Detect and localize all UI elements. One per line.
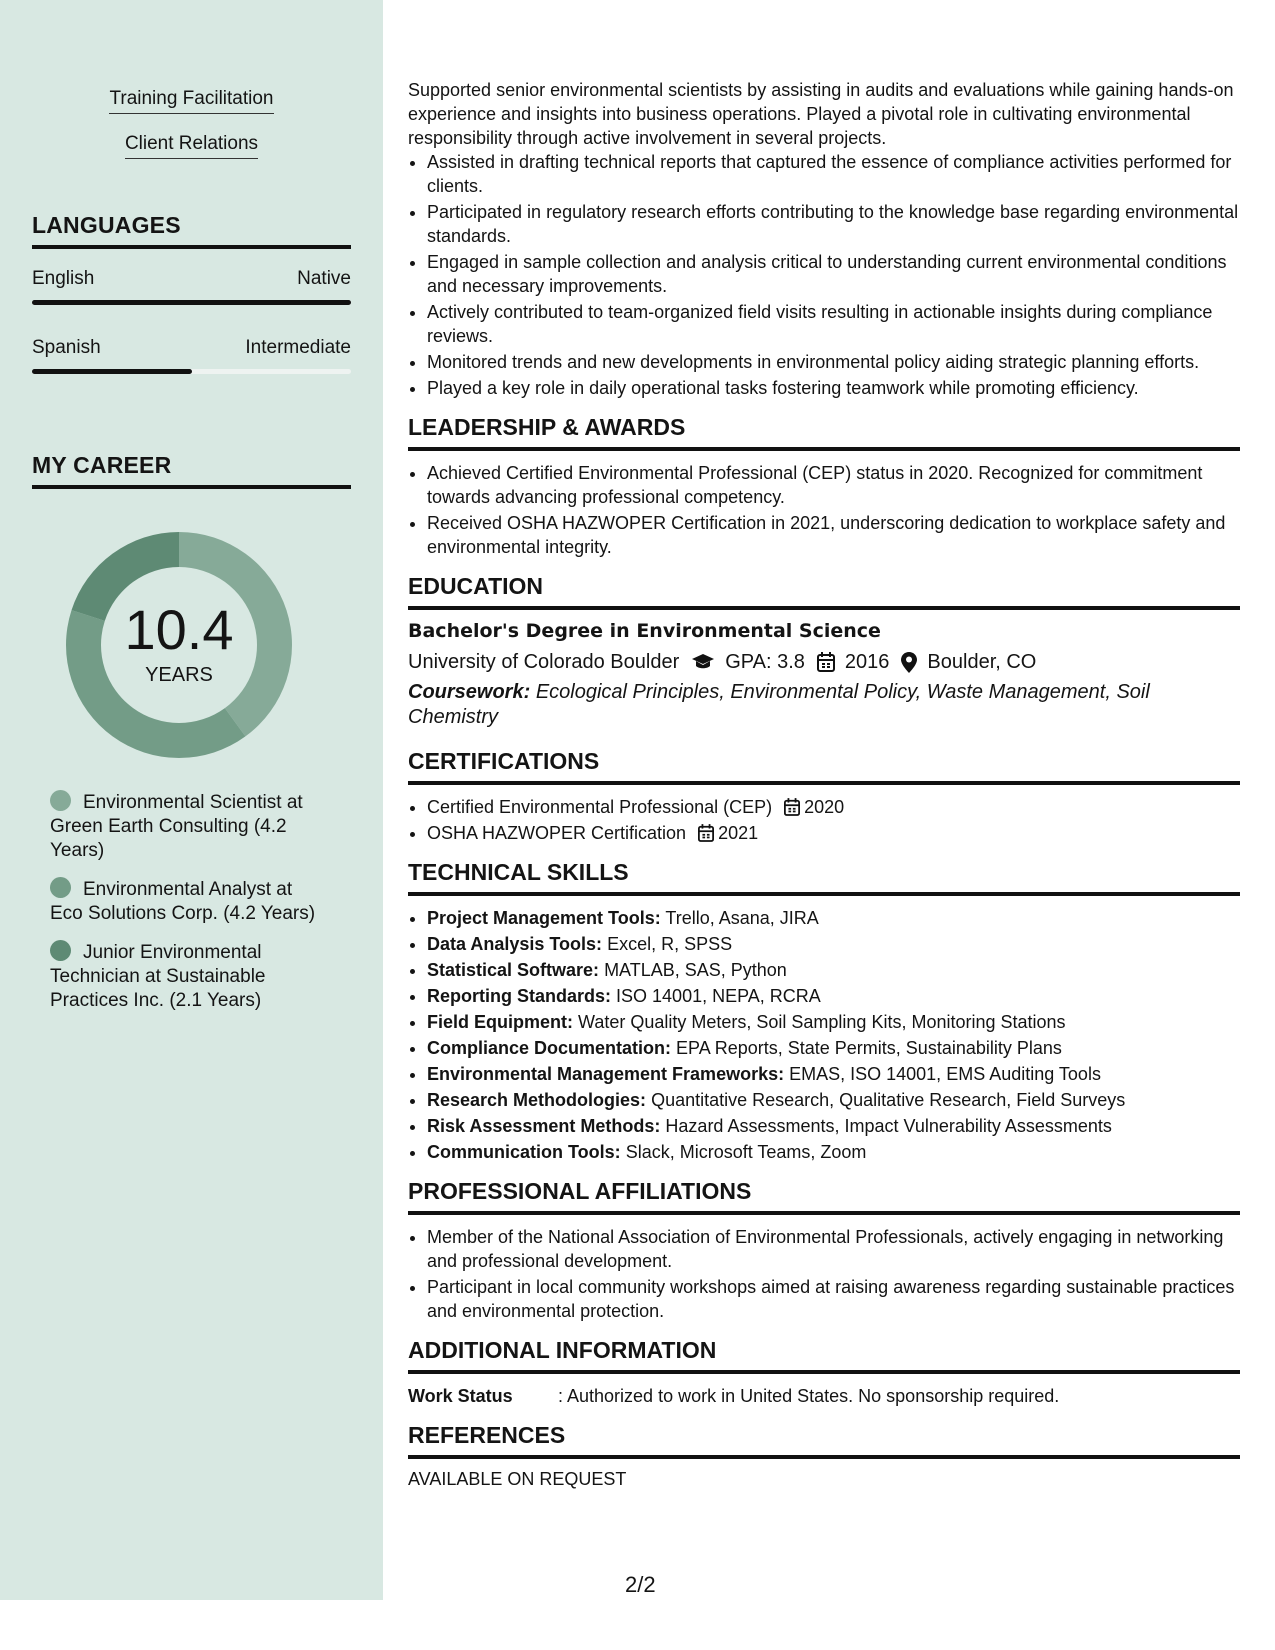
certification-year: 2021: [718, 823, 759, 843]
calendar-icon: [698, 824, 714, 842]
affiliations-list: [408, 1225, 1240, 1323]
certification-item: [427, 821, 1240, 845]
language-bar: [32, 369, 351, 374]
legend-dot-icon: [50, 877, 71, 898]
career-heading: MY CAREER: [32, 452, 351, 489]
education-heading: EDUCATION: [408, 573, 1240, 610]
skill-row: [427, 1036, 1240, 1060]
language-bar-fill: [32, 369, 192, 374]
certifications-list: [408, 795, 1240, 845]
skill-label: Client Relations: [125, 133, 258, 159]
graduation-year: 2016: [844, 651, 890, 673]
school-location: Boulder, CO: [927, 651, 1037, 673]
skill-category: Risk Assessment Methods:: [427, 1116, 661, 1136]
languages-heading: LANGUAGES: [32, 212, 351, 249]
skill-category: Project Management Tools:: [427, 908, 661, 928]
skill-values: EPA Reports, State Permits, Sustainability Plans: [676, 1038, 1062, 1058]
list-item: • Participated in regulatory research efforts contributing to the knowledge base regarding environmental standards.: [427, 200, 1240, 248]
skill-row: [427, 1088, 1240, 1112]
certification-year: 2020: [804, 797, 845, 817]
certification-item: [427, 795, 1240, 819]
language-row: [32, 268, 351, 290]
skill-label: Training Facilitation: [109, 88, 273, 114]
career-item-text: Environmental Scientist at Green Earth Consulting (4.2 Years): [50, 792, 303, 861]
gpa: GPA: 3.8: [725, 651, 805, 673]
language-row: [32, 337, 351, 359]
work-status-row: [408, 1384, 1240, 1408]
list-item: • Participant in local community workshops aimed at raising awareness regarding sustainable practices and environmental protection.: [427, 1275, 1240, 1323]
sidebar: [0, 0, 383, 1600]
degree-title: Bachelor's Degree in Environmental Science: [408, 620, 881, 642]
skill-item: [0, 88, 383, 110]
technical-skills-list: [408, 906, 1240, 1164]
skill-category: Communication Tools:: [427, 1142, 621, 1162]
skill-row: [427, 906, 1240, 930]
leadership-heading: LEADERSHIP & AWARDS: [408, 414, 1240, 451]
skill-category: Environmental Management Frameworks:: [427, 1064, 785, 1084]
list-item: • Engaged in sample collection and analysis critical to understanding current environmental conditions and necessary improvements.: [427, 250, 1240, 298]
career-legend-item: [50, 790, 320, 863]
references-heading: REFERENCES: [408, 1422, 1240, 1459]
skill-values: Trello, Asana, JIRA: [665, 908, 819, 928]
skill-category: Statistical Software:: [427, 960, 600, 980]
legend-dot-icon: [50, 790, 71, 811]
leadership-list: [408, 461, 1240, 559]
experience-bullets: [408, 150, 1240, 400]
skill-values: EMAS, ISO 14001, EMS Auditing Tools: [789, 1064, 1101, 1084]
skill-row: [427, 984, 1240, 1008]
language-name: English: [32, 268, 95, 289]
coursework-text: Ecological Principles, Environmental Policy, Waste Management, Soil Chemistry: [408, 681, 1150, 728]
certification-name: Certified Environmental Professional (CEP): [427, 797, 773, 817]
career-total-years: 10.4: [124, 598, 234, 661]
experience-summary: Supported senior environmental scientists by assisting in audits and evaluations while gaining hands-on experience and insights into business operations. Played a pivotal role in cultivating environmental responsibility through active involvement in several projects.: [408, 80, 1234, 148]
list-item: • Received OSHA HAZWOPER Certification in 2021, underscoring dedication to workplace safety and environmental integrity.: [427, 511, 1240, 559]
list-item: • Monitored trends and new developments in environmental policy aiding strategic planning efforts.: [427, 350, 1240, 374]
skill-values: Slack, Microsoft Teams, Zoom: [625, 1142, 867, 1162]
list-item: • Member of the National Association of Environmental Professionals, actively engaging in networking and professional development.: [427, 1225, 1240, 1273]
skill-values: MATLAB, SAS, Python: [604, 960, 787, 980]
location-pin-icon: [901, 652, 917, 673]
skill-values: Water Quality Meters, Soil Sampling Kits, Monitoring Stations: [578, 1012, 1066, 1032]
language-bar-fill: [32, 300, 351, 305]
skill-row: [427, 1114, 1240, 1138]
career-item-text: Environmental Analyst at Eco Solutions Corp. (4.2 Years): [50, 879, 316, 924]
certifications-heading: CERTIFICATIONS: [408, 748, 1240, 785]
language-name: Spanish: [32, 337, 101, 358]
skill-category: Compliance Documentation:: [427, 1038, 672, 1058]
skill-row: [427, 958, 1240, 982]
graduation-cap-icon: [691, 653, 715, 671]
work-status-value: : Authorized to work in United States. No sponsorship required.: [558, 1386, 1060, 1406]
list-item: • Actively contributed to team-organized field visits resulting in actionable insights during compliance reviews.: [427, 300, 1240, 348]
career-donut-chart: [64, 530, 294, 760]
skill-category: Field Equipment:: [427, 1012, 573, 1032]
skill-row: [427, 1062, 1240, 1086]
career-legend: [50, 790, 320, 1027]
skill-category: Data Analysis Tools:: [427, 934, 603, 954]
skill-row: [427, 1010, 1240, 1034]
work-status-label: Work Status: [408, 1386, 513, 1406]
main-content: [408, 78, 1240, 1490]
calendar-icon: [817, 652, 835, 672]
list-item: • Assisted in drafting technical reports that captured the essence of compliance activities performed for clients.: [427, 150, 1240, 198]
technical-skills-heading: TECHNICAL SKILLS: [408, 859, 1240, 896]
skill-row: [427, 1140, 1240, 1164]
legend-dot-icon: [50, 940, 71, 961]
page-number: 2/2: [625, 1572, 656, 1597]
skill-values: Excel, R, SPSS: [607, 934, 733, 954]
language-level: Native: [297, 268, 351, 289]
skill-item: [0, 133, 383, 155]
coursework: [408, 680, 1240, 730]
additional-info-heading: ADDITIONAL INFORMATION: [408, 1337, 1240, 1374]
references-text: AVAILABLE ON REQUEST: [408, 1469, 627, 1489]
language-bar: [32, 300, 351, 305]
language-level: Intermediate: [245, 337, 351, 358]
career-legend-item: [50, 877, 320, 926]
certification-name: OSHA HAZWOPER Certification: [427, 823, 687, 843]
career-years-label: YEARS: [145, 664, 213, 686]
education-details: [408, 648, 1240, 676]
career-item-text: Junior Environmental Technician at Sustainable Practices Inc. (2.1 Years): [50, 942, 266, 1011]
career-legend-item: [50, 940, 320, 1013]
skill-category: Reporting Standards:: [427, 986, 612, 1006]
school-name: University of Colorado Boulder: [408, 651, 680, 673]
skill-values: Quantitative Research, Qualitative Research, Field Surveys: [651, 1090, 1126, 1110]
skill-values: ISO 14001, NEPA, RCRA: [616, 986, 821, 1006]
list-item: • Achieved Certified Environmental Professional (CEP) status in 2020. Recognized for commitment towards advancing professional competency.: [427, 461, 1240, 509]
affiliations-heading: PROFESSIONAL AFFILIATIONS: [408, 1178, 1240, 1215]
skill-row: [427, 932, 1240, 956]
list-item: • Played a key role in daily operational tasks fostering teamwork while promoting efficiency.: [427, 376, 1240, 400]
coursework-label: Coursework:: [408, 681, 531, 703]
calendar-icon: [784, 798, 800, 816]
skill-values: Hazard Assessments, Impact Vulnerability Assessments: [665, 1116, 1112, 1136]
skill-category: Research Methodologies:: [427, 1090, 647, 1110]
